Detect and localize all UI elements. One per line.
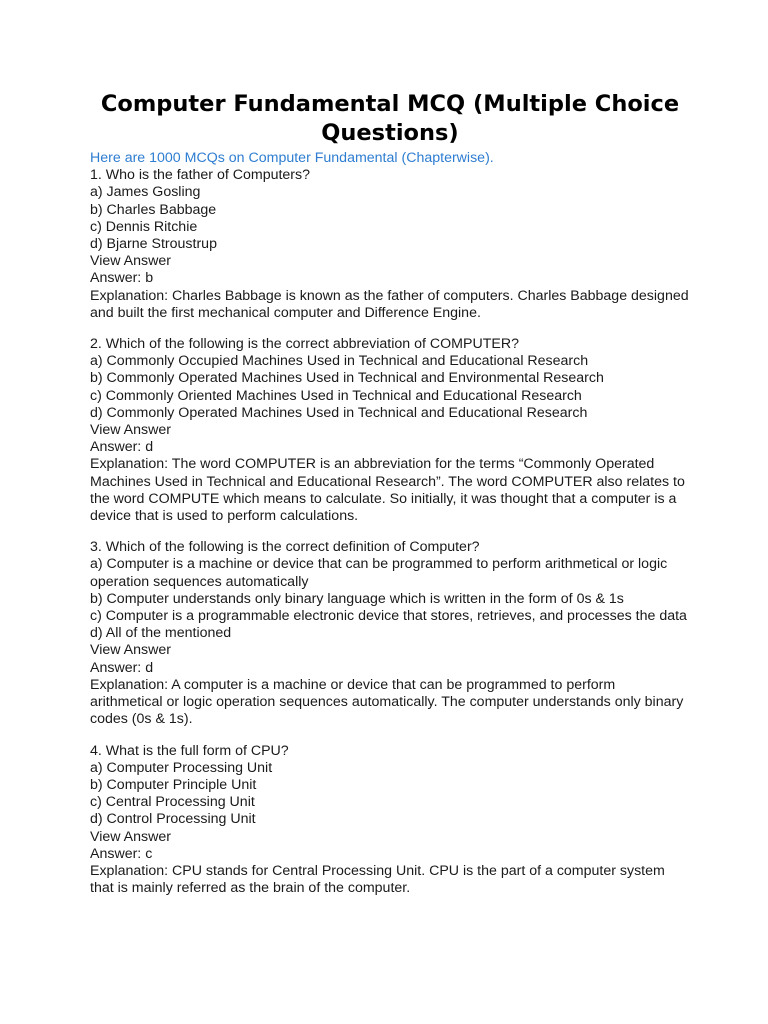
option-b: b) Commonly Operated Machines Used in Technical and Environmental Research — [90, 370, 604, 387]
view-answer-button[interactable]: View Answer — [90, 253, 171, 270]
view-answer-button[interactable]: View Answer — [90, 828, 171, 845]
question-block-3 — [90, 539, 690, 728]
option-c: c) Commonly Oriented Machines Used in Technical and Educational Research — [90, 387, 582, 404]
document-title: Computer Fundamental MCQ (Multiple Choice Questions) — [100, 91, 680, 146]
question-text: 3. Which of the following is the correct definition of Computer? — [90, 539, 480, 556]
option-c: c) Computer is a programmable electronic device that stores, retrieves, and processes the data — [90, 608, 687, 625]
explanation-text: Explanation: Charles Babbage is known as the father of computers. Charles Babbage designed and built the first mechanical computer and Difference Engine. — [90, 287, 689, 321]
answer-text: Answer: c — [90, 845, 153, 862]
document-page — [90, 90, 690, 911]
view-answer-button[interactable]: View Answer — [90, 642, 171, 659]
option-a: a) Computer is a machine or device that can be programmed to perform arithmetical or logic operation sequences automatically — [90, 556, 668, 590]
intro-link[interactable]: Here are 1000 MCQs on Computer Fundamental (Chapterwise). — [90, 150, 494, 166]
option-b: b) Charles Babbage — [90, 201, 217, 218]
option-d: d) All of the mentioned — [90, 625, 232, 642]
view-answer-button[interactable]: View Answer — [90, 422, 171, 439]
question-text: 2. Which of the following is the correct abbreviation of COMPUTER? — [90, 336, 519, 353]
answer-text: Answer: d — [90, 659, 154, 676]
option-b: b) Computer understands only binary language which is written in the form of 0s & 1s — [90, 590, 624, 607]
question-block-4 — [90, 743, 690, 898]
option-c: c) Central Processing Unit — [90, 794, 255, 811]
question-block-1 — [90, 167, 690, 322]
question-text: 4. What is the full form of CPU? — [90, 742, 289, 759]
answer-text: Answer: b — [90, 270, 154, 287]
option-d: d) Commonly Operated Machines Used in Technical and Educational Research — [90, 404, 588, 421]
option-b: b) Computer Principle Unit — [90, 776, 257, 793]
question-text: 1. Who is the father of Computers? — [90, 167, 311, 184]
option-d: d) Bjarne Stroustrup — [90, 236, 217, 253]
option-a: a) James Gosling — [90, 184, 201, 201]
option-c: c) Dennis Ritchie — [90, 218, 198, 235]
option-d: d) Control Processing Unit — [90, 811, 256, 828]
question-block-2 — [90, 336, 690, 525]
option-a: a) Computer Processing Unit — [90, 759, 273, 776]
explanation-text: Explanation: The word COMPUTER is an abbreviation for the terms “Commonly Operated Machines Used in Technical and Educational Research”. The word COMPUTER also relates to the word COMPUTE which means to calculate. So initially, it was thought that a computer is a device that is used to perform calculations. — [90, 456, 685, 525]
explanation-text: Explanation: A computer is a machine or device that can be programmed to perform arithmetical or logic operation sequences automatically. The computer understands only binary codes (0s & 1s). — [90, 676, 684, 728]
option-a: a) Commonly Occupied Machines Used in Technical and Educational Research — [90, 353, 589, 370]
explanation-text: Explanation: CPU stands for Central Processing Unit. CPU is the part of a computer system that is mainly referred as the brain of the computer. — [90, 862, 665, 897]
answer-text: Answer: d — [90, 439, 154, 456]
